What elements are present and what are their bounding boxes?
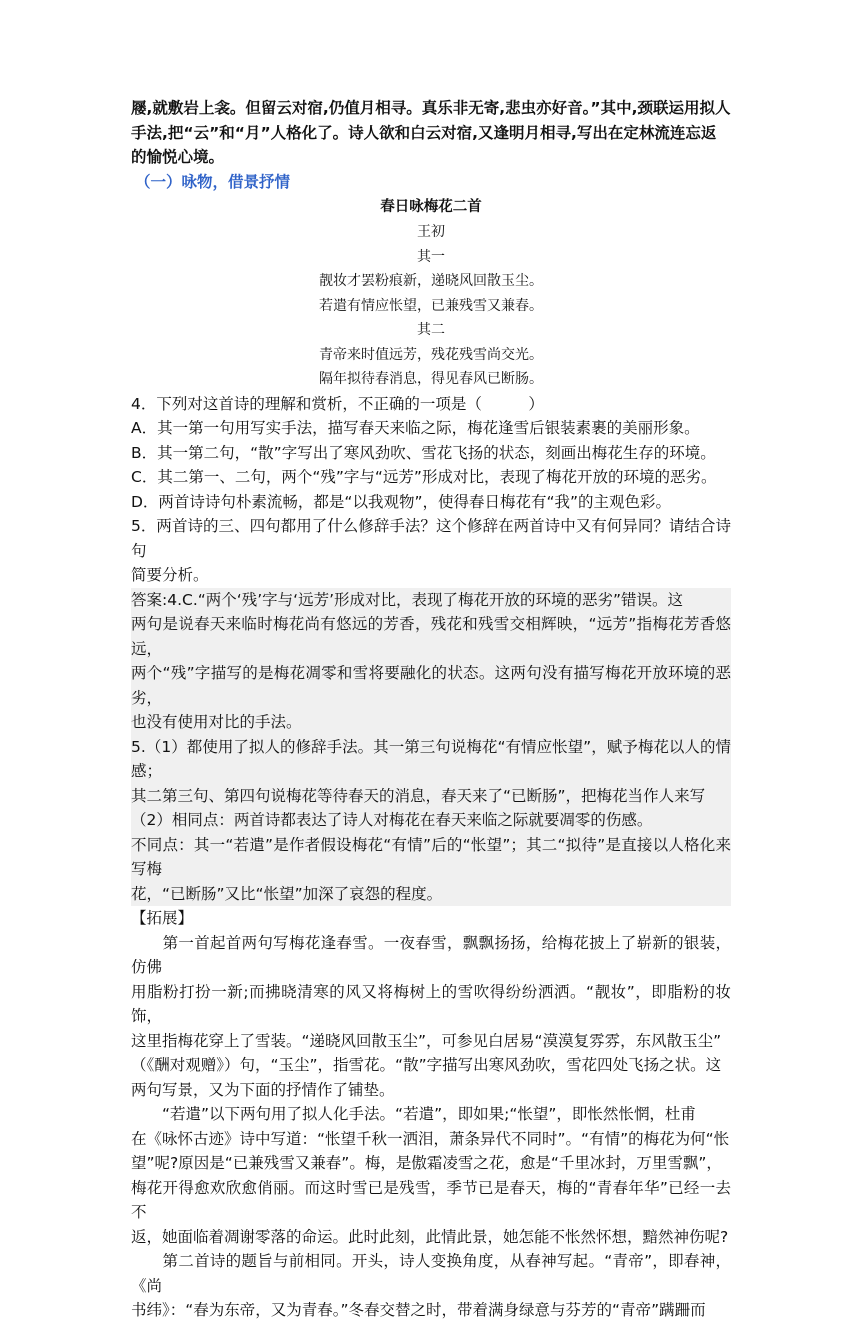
intro-line: 屦,就敷岩上衾。但留云对宿,仍值月相寻。真乐非无寄,悲虫亦好音。”其中,颈联运用拟人 bbox=[131, 99, 731, 117]
answer-line: 不同点：其一“若遣”是作者假设梅花“有情”后的“怅望”；其二“拟待”是直接以人格化来写梅 bbox=[131, 835, 731, 878]
option-b: B．其一第二句，“散”字写出了寒风劲吹、雪花飞扬的状态，刻画出梅花生存的环境。 bbox=[131, 443, 716, 462]
poem-part-label: 其二 bbox=[417, 322, 445, 338]
extension-line: 第二首诗的题旨与前相同。开头，诗人变换角度，从春神写起。“青帝”，即春神，《尚 bbox=[131, 1252, 731, 1295]
poem-title: 春日咏梅花二首 bbox=[380, 199, 482, 215]
poem-line: 隔年拟待春消息，得见春风已断肠。 bbox=[319, 371, 543, 387]
question-5: 简要分析。 bbox=[131, 566, 209, 584]
answer-line: 5.（1）都使用了拟人的修辞手法。其一第三句说梅花“有情应怅望”，赋予梅花以人的情感； bbox=[131, 737, 731, 780]
extension-line: “若遣”以下两句用了拟人化手法。“若遣”，即如果;“怅望”，即怅然怅惘，杜甫 bbox=[131, 1105, 696, 1123]
option-c: C．其二第一、二句，两个“残”字与“远芳”形成对比，表现了梅花开放的环境的恶劣。 bbox=[131, 468, 717, 486]
extension-line: 两句写景，又为下面的抒情作了铺垫。 bbox=[131, 1080, 395, 1099]
poem-part-label: 其一 bbox=[417, 248, 445, 265]
extension-line: （《酬对观赠》）句，“玉尘”，指雪花。“散”字描写出寒风劲吹，雪花四处飞扬之状。这 bbox=[131, 1056, 722, 1074]
answer-line: 两个“残”字描写的是梅花凋零和雪将要融化的状态。这两句没有描写梅花开放环境的恶劣， bbox=[131, 664, 731, 707]
answer-line: 花，“已断肠”又比“怅望”加深了哀怨的程度。 bbox=[131, 884, 443, 903]
document-content bbox=[131, 96, 731, 1323]
option-a: A．其一第一句用写实手法，描写春天来临之际，梅花逢雪后银装素裹的美丽形象。 bbox=[131, 419, 700, 437]
answer-line: （2）相同点：两首诗都表达了诗人对梅花在春天来临之际就要凋零的伤感。 bbox=[131, 811, 653, 829]
extension-line: 这里指梅花穿上了雪装。“递晓风回散玉尘”，可参见白居易“漠漠复雰雰，东风散玉尘” bbox=[131, 1031, 722, 1050]
intro-line: 的愉悦心境。 bbox=[131, 148, 225, 166]
answer-line: 其二第三句、第四句说梅花等待春天的消息，春天来了“已断肠”，把梅花当作人来写 bbox=[131, 786, 706, 805]
section-heading: （一）咏物，借景抒情 bbox=[135, 172, 291, 191]
answer-line: 也没有使用对比的手法。 bbox=[131, 713, 302, 731]
extension-line: 用脂粉打扮一新;而拂晓清寒的风又将梅树上的雪吹得纷纷洒洒。“靓妆”，即脂粉的妆饰， bbox=[131, 982, 731, 1025]
question-5: 5．两首诗的三、四句都用了什么修辞手法？这个修辞在两首诗中又有何异同？请结合诗句 bbox=[131, 517, 731, 560]
extension-line: 望”呢?原因是“已兼残雪又兼春”。梅，是傲霜凌雪之花，愈是“千里冰封，万里雪飘”， bbox=[131, 1154, 722, 1172]
answer-line: 两句是说春天来临时梅花尚有悠远的芳香，残花和残雪交相辉映，“远芳”指梅花芳香悠远， bbox=[131, 615, 731, 658]
extension-line: 梅花开得愈欢欣愈俏丽。而这时雪已是残雪，季节已是春天，梅的“青春年华”已经一去不 bbox=[131, 1178, 731, 1221]
option-d: D．两首诗诗句朴素流畅，都是“以我观物”，使得春日梅花有“我”的主观色彩。 bbox=[131, 492, 672, 511]
poem-line: 青帝来时值远芳，残花残雪尚交光。 bbox=[319, 346, 543, 363]
poem-line: 若遣有情应怅望，已兼残雪又兼春。 bbox=[319, 297, 543, 314]
extension-heading: 【拓展】 bbox=[131, 909, 194, 927]
extension-line: 书纬》：“春为东帝，又为青春。”冬春交替之时，带着满身绿意与芬芳的“青帝”蹒跚而 bbox=[131, 1301, 706, 1319]
question-4: 4．下列对这首诗的理解和赏析，不正确的一项是（ ） bbox=[131, 394, 544, 413]
poem-line: 靓妆才罢粉痕新，递晓风回散玉尘。 bbox=[319, 273, 543, 289]
extension-line: 返，她面临着凋谢零落的命运。此时此刻，此情此景，她怎能不怅然怀想，黯然神伤呢? bbox=[131, 1227, 729, 1246]
intro-line: 手法,把“云”和“月”人格化了。诗人欲和白云对宿,又逢明月相寻,写出在定林流连忘返 bbox=[131, 123, 717, 142]
extension-line: 在《咏怀古迹》诗中写道：“怅望千秋一洒泪，萧条异代不同时”。“有情”的梅花为何“怅 bbox=[131, 1129, 730, 1148]
answer-line: 答案:4.C.“两个‘残’字与‘远芳’形成对比，表现了梅花开放的环境的恶劣”错误。这 bbox=[131, 590, 684, 609]
answer-box bbox=[131, 588, 731, 907]
poem-author: 王初 bbox=[417, 224, 445, 240]
extension-line: 第一首起首两句写梅花逢春雪。一夜春雪，飘飘扬扬，给梅花披上了崭新的银装，仿佛 bbox=[131, 933, 731, 976]
